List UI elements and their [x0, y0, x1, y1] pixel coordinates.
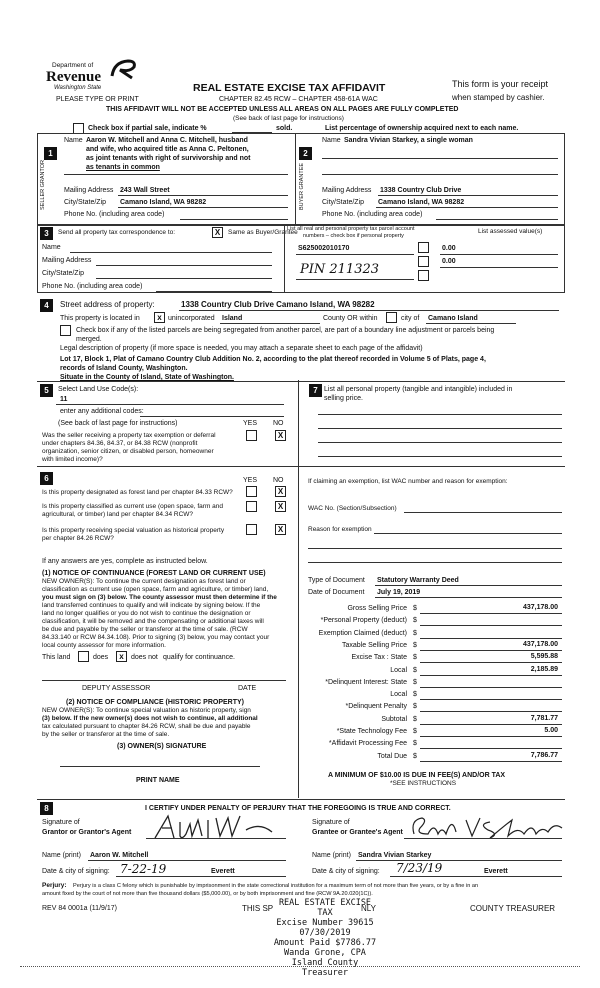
this-space-label: THIS SP — [242, 904, 274, 913]
tax-row-currency: $ — [413, 617, 417, 624]
city-name-rule — [426, 323, 516, 324]
parcel-number-1: S625002010170 — [298, 245, 350, 252]
corr-city-label: City/State/Zip — [42, 270, 85, 277]
exemption-question-4: with limited income)? — [42, 456, 103, 463]
grantee-date-label: Date & city of signing: — [312, 868, 380, 875]
tax-row-currency: $ — [413, 667, 417, 674]
tax-row-currency: $ — [413, 691, 417, 698]
tax-row-label: *Delinquent Interest: State — [325, 679, 407, 686]
qualify-label: qualify for continuance. — [163, 654, 235, 661]
continuance-line-6: classification, it will be removed and the compensating or additional taxes will — [42, 618, 264, 625]
seller-name-line-1: Aaron W. Mitchell and Anna C. Mitchell, husband — [86, 137, 248, 144]
wac-label: WAC No. (Section/Subsection) — [308, 505, 397, 512]
tax-row-rule — [420, 687, 562, 688]
exemption-claim-label: If claiming an exemption, list WAC number and reason for exemption: — [308, 478, 508, 485]
stamp-line-1: REAL ESTATE EXCISE TAX — [278, 898, 372, 918]
additional-codes-rule — [140, 416, 284, 417]
corr-mailing-label: Mailing Address — [42, 257, 92, 264]
logo-name: Revenue — [46, 69, 101, 85]
doc-type-rule — [375, 585, 562, 586]
grantee-name-rule — [356, 860, 562, 861]
corr-name-label: Name — [42, 244, 61, 251]
tax-row-rule — [420, 613, 562, 614]
chapter-ref: CHAPTER 82.45 RCW – CHAPTER 458-61A WAC — [219, 96, 378, 103]
county-treasurer-label: COUNTY TREASURER — [470, 904, 556, 913]
historic-question-1: Is this property receiving special valuation as historical property — [42, 527, 225, 534]
tax-row-currency: $ — [413, 679, 417, 686]
buyer-phone-rule — [436, 219, 558, 220]
section-5-badge: 5 — [40, 384, 53, 397]
tax-row-label: *State Technology Fee — [336, 728, 407, 735]
seller-name-line-3: as joint tenants with right of survivorship and not — [86, 155, 251, 162]
reason-rule-2 — [308, 548, 562, 549]
continuance-line-9: local county assessor for more information. — [42, 642, 166, 649]
seller-mailing-value: 243 Wall Street — [120, 187, 170, 194]
section-2-badge: 2 — [299, 147, 312, 160]
section-6-badge: 6 — [40, 472, 53, 485]
buyer-tag: BUYER GRANTEE — [299, 162, 305, 210]
assessed-rule-2 — [440, 267, 558, 268]
land-use-rule — [56, 404, 284, 405]
exemption-no-checkbox[interactable]: X — [275, 430, 286, 441]
legal-line-2: records of Island County, Washington. — [60, 365, 188, 372]
sec6-no-header: NO — [273, 477, 284, 484]
this-land-label: This land — [42, 654, 71, 661]
buyer-mailing-value: 1338 Country Club Drive — [380, 187, 462, 194]
sec8-top-rule — [37, 799, 565, 800]
deputy-rule — [42, 680, 242, 681]
legal-label: Legal description of property (if more space is needed, you may attach a separate sheet to each page of the affidavit) — [60, 345, 423, 352]
buyer-city-value: Camano Island, WA 98282 — [378, 199, 465, 206]
grantee-date-value: 7/23/19 — [396, 861, 443, 875]
parcel-number-2-handwritten: PIN 211323 — [300, 262, 380, 277]
forest-yes-checkbox[interactable] — [246, 486, 257, 497]
section-7-badge: 7 — [309, 384, 322, 397]
exemption-yes-checkbox[interactable] — [246, 430, 257, 441]
tax-row-currency: $ — [413, 605, 417, 612]
corr-phone-label: Phone No. (including area code) — [42, 283, 143, 290]
receipt-line1: This form is your receipt — [452, 79, 549, 89]
tax-row-currency: $ — [413, 630, 417, 637]
perjury-line-1: Perjury is a class C felony which is punishable by imprisonment in the state correctional institution for a maximum term of not more than five years, or by a fine in an — [73, 883, 479, 889]
grantee-city-value: Everett — [484, 868, 508, 875]
street-label: Street address of property: — [60, 300, 155, 309]
historic-question-2: per chapter 84.26 RCW? — [42, 535, 114, 542]
buyer-name-rule-1 — [322, 158, 558, 159]
tax-row-label: Gross Selling Price — [347, 605, 407, 612]
tax-row-value: 2,185.89 — [530, 666, 558, 673]
city-name-value: Camano Island — [428, 315, 478, 322]
sec5-bottom-rule — [37, 466, 565, 467]
grantor-date-rule — [116, 876, 286, 877]
tax-row-rule — [420, 711, 562, 712]
historic-no-checkbox[interactable]: X — [275, 524, 286, 535]
tax-row-label: Local — [390, 691, 407, 698]
stamp-line-4: Amount Paid $7786.77 — [273, 938, 377, 948]
tax-row-value: 7,786.77 — [530, 752, 558, 759]
tax-row-rule — [420, 625, 562, 626]
personal-property-line-2: selling price. — [324, 395, 363, 402]
grantee-sig-rule — [404, 838, 562, 839]
assessed-header: List assessed value(s) — [478, 228, 543, 235]
land-use-see-back: (See back of last page for instructions) — [58, 420, 178, 427]
grantor-sig-rule — [146, 838, 286, 839]
parcel-2-personal-checkbox[interactable] — [418, 256, 429, 267]
if-yes-instruction: If any answers are yes, complete as instructed below. — [42, 558, 208, 565]
exemption-question-1: Was the seller receiving a property tax exemption or deferral — [42, 432, 216, 439]
tax-row-label: Excise Tax : State — [351, 654, 407, 661]
stamp-line-2: Excise Number 39615 — [276, 918, 374, 928]
city-of-label: city of — [401, 315, 420, 322]
tax-row-currency: $ — [413, 716, 417, 723]
partial-sale-label: Check box if partial sale, indicate % — [88, 125, 207, 132]
seller-mailing-label: Mailing Address — [64, 187, 114, 194]
seller-name-label: Name — [64, 137, 83, 144]
seller-city-value: Camano Island, WA 98282 — [120, 199, 207, 206]
within-city-checkbox[interactable] — [386, 312, 397, 323]
buyer-name-rule-2 — [322, 174, 558, 175]
compliance-title: (2) NOTICE OF COMPLIANCE (HISTORIC PROPERTY) — [66, 699, 244, 706]
does-label: does — [93, 654, 109, 661]
deputy-date-label: DATE — [238, 685, 257, 692]
perjury-label: Perjury: — [42, 882, 67, 889]
sec6-yes-header: YES — [243, 477, 258, 484]
street-rule — [179, 310, 559, 311]
parcel-rule-1 — [296, 254, 414, 255]
grantee-date-rule — [390, 876, 562, 877]
receipt-line2: when stamped by cashier. — [452, 93, 545, 102]
grantee-name-print: Sandra Vivian Starkey — [358, 852, 432, 859]
reason-label: Reason for exemption — [308, 526, 372, 533]
sec5-no-header: NO — [273, 420, 284, 427]
does-not-label: does not — [131, 654, 158, 661]
print-name-label: PRINT NAME — [136, 777, 180, 784]
current-use-question-1: Is this property classified as current use (open space, farm and — [42, 503, 224, 510]
assessed-rule-1 — [440, 254, 558, 255]
compliance-line-2: (3) below. If the new owner(s) does not wish to continue, all additional — [42, 715, 258, 722]
list-percentage: List percentage of ownership acquired next to each name. — [325, 125, 519, 132]
grantee-sig-label-2: Grantee or Grantee's Agent — [312, 829, 403, 836]
unincorporated-checkbox[interactable]: x — [154, 312, 165, 323]
unincorporated-label: unincorporated — [168, 315, 215, 322]
continuance-line-3: you must sign on (3) below. The county assessor must then determine if the — [42, 594, 277, 601]
continuance-line-2: classification as current use (open space, farm and agriculture, or timber) land, — [42, 586, 269, 593]
seller-name-line-4: as tenants in common — [86, 164, 160, 171]
grantor-name-rule — [88, 860, 286, 861]
land-use-value: 11 — [60, 396, 68, 403]
seller-phone-rule — [180, 219, 288, 220]
segregated-checkbox[interactable] — [60, 325, 71, 336]
segregated-text-2: merged. — [76, 336, 102, 343]
tax-row-rule — [420, 650, 562, 651]
tax-row-label: Local — [390, 667, 407, 674]
additional-codes-label: enter any additional codes: — [60, 408, 144, 415]
personal-rule-4 — [318, 456, 562, 457]
revenue-logo-icon — [108, 58, 138, 80]
reason-rule-1 — [374, 533, 562, 534]
sec5-yes-header: YES — [243, 420, 258, 427]
stamp-line-3: 07/30/2019 — [299, 928, 351, 938]
seller-name-rule — [64, 174, 288, 175]
owner-signature-rule — [60, 766, 260, 767]
tax-row-label: Exemption Claimed (deduct) — [318, 630, 407, 637]
buyer-mailing-rule — [378, 195, 558, 196]
tax-row-label: Total Due — [377, 753, 407, 760]
minimum-fee-notice: A MINIMUM OF $10.00 IS DUE IN FEE(S) AND/OR TAX — [328, 772, 506, 779]
tax-row-currency: $ — [413, 740, 417, 747]
tax-row-value: 437,178.00 — [522, 641, 558, 648]
personal-rule-1 — [318, 414, 562, 415]
tax-row-rule — [420, 638, 562, 639]
doc-type-value: Statutory Warranty Deed — [377, 577, 459, 584]
sold-label: sold. — [276, 125, 293, 132]
county-rule — [220, 323, 320, 324]
doc-date-value: July 19, 2019 — [377, 589, 421, 596]
parties-divider — [295, 133, 296, 225]
sec4-bottom-rule — [37, 381, 565, 382]
compliance-line-4: by the seller or transferor at the time of sale. — [42, 731, 170, 738]
historic-yes-checkbox[interactable] — [246, 524, 257, 535]
warning-text: THIS AFFIDAVIT WILL NOT BE ACCEPTED UNLESS ALL AREAS ON ALL PAGES ARE FULLY COMPLETED — [106, 106, 459, 113]
buyer-city-label: City/State/Zip — [322, 199, 365, 206]
tax-row-rule — [420, 675, 562, 676]
grantor-sig-label-1: Signature of — [42, 819, 80, 826]
same-as-buyer-label: Same as Buyer/Grantee — [228, 229, 298, 236]
continuance-line-1: NEW OWNER(S): To continue the current designation as forest land or — [42, 578, 246, 585]
tax-row-label: Taxable Selling Price — [342, 642, 407, 649]
parcel-rule-2 — [296, 279, 414, 280]
center-divider — [298, 380, 299, 798]
buyer-mailing-label: Mailing Address — [322, 187, 372, 194]
tax-row-currency: $ — [413, 728, 417, 735]
seller-city-label: City/State/Zip — [64, 199, 107, 206]
legal-line-1: Lot 17, Block 1, Plat of Camano Country Club Addition No. 2, according to the plat thereof recorded in Volume 5 of Plats, page 4, — [60, 356, 486, 363]
revenue-logo — [46, 60, 126, 96]
doc-date-rule — [375, 597, 562, 598]
tax-row-label: *Personal Property (deduct) — [320, 617, 407, 624]
buyer-name-label: Name — [322, 137, 341, 144]
tax-row-value: 5,595.88 — [530, 653, 558, 660]
located-in-label: This property is located in — [60, 315, 140, 322]
tax-row-currency: $ — [413, 703, 417, 710]
personal-rule-2 — [318, 428, 562, 429]
exemption-question-3: organization, senior citizen, or disabled person, homeowner — [42, 448, 214, 455]
tax-row-rule — [420, 699, 562, 700]
tax-row-label: Subtotal — [381, 716, 407, 723]
tax-row-rule — [420, 662, 562, 663]
section-3-divider — [284, 225, 285, 293]
tax-row-currency: $ — [413, 654, 417, 661]
buyer-phone-label: Phone No. (including area code) — [322, 211, 423, 218]
corr-city-rule — [96, 278, 272, 279]
form-revision: REV 84 0001a (11/9/17) — [42, 905, 117, 912]
tax-row-currency: $ — [413, 642, 417, 649]
assessed-value-2: 0.00 — [442, 258, 456, 265]
continuance-line-5: land no longer qualifies or you do not wish to continue the designation or — [42, 610, 251, 617]
personal-rule-3 — [318, 442, 562, 443]
form-title: REAL ESTATE EXCISE TAX AFFIDAVIT — [193, 82, 386, 94]
owner-signature-label: (3) OWNER(S) SIGNATURE — [117, 743, 207, 750]
grantor-sig-label-2: Grantor or Grantor's Agent — [42, 829, 132, 836]
forest-no-checkbox[interactable]: X — [275, 486, 286, 497]
tax-row-label: *Delinquent Penalty — [345, 703, 407, 710]
only-label: NLY — [361, 904, 376, 913]
tax-row-value: 437,178.00 — [522, 604, 558, 611]
current-use-no-checkbox[interactable]: X — [275, 501, 286, 512]
continuance-line-8: 84.33.140 or RCW 84.34.108). Prior to signing (3) below, you may contact your — [42, 634, 270, 641]
exemption-question-2: under chapters 84.36, 84.37, or 84.38 RCW (nonprofit — [42, 440, 198, 447]
grantor-city-value: Everett — [211, 868, 235, 875]
tax-row-rule — [420, 736, 562, 737]
forest-land-question: Is this property designated as forest land per chapter 84.33 RCW? — [42, 489, 233, 496]
continuance-title: (1) NOTICE OF CONTINUANCE (FOREST LAND OR CURRENT USE) — [42, 570, 266, 577]
tax-row-label: *Affidavit Processing Fee — [328, 740, 407, 747]
does-not-checkbox[interactable]: x — [116, 651, 127, 662]
seller-name-line-2: and wife, who acquired title as Anna C. Peltonen, — [86, 146, 249, 153]
parcel-header-1: List all real and personal property tax parcel account — [287, 226, 415, 232]
bottom-dotted-edge — [20, 966, 580, 967]
compliance-line-3: tax calculated pursuant to chapter 84.26 RCW, shall be due and payable — [42, 723, 251, 730]
personal-property-line-1: List all personal property (tangible and intangible) included in — [324, 386, 513, 393]
parcel-header-2: numbers – check box if personal property — [303, 233, 404, 239]
doc-type-label: Type of Document — [308, 577, 365, 584]
current-use-question-2: agricultural, or timber) land per chapter 84.34 RCW? — [42, 511, 194, 518]
section-1-badge: 1 — [44, 147, 57, 160]
tax-row-currency: $ — [413, 753, 417, 760]
tax-row-value: 5.00 — [544, 727, 558, 734]
corr-mailing-rule — [96, 265, 272, 266]
send-correspondence-label: Send all property tax correspondence to: — [58, 229, 176, 236]
seller-tag: SELLER GRANTOR — [40, 159, 46, 210]
date-rule — [216, 680, 286, 681]
grantor-date-value: 7-22-19 — [120, 862, 167, 876]
assessed-value-1: 0.00 — [442, 245, 456, 252]
perjury-line-2: amount fixed by the court of not more than five thousand dollars ($5,000.00), or by both imprisonment and fine (RCW 9A.20.020(1C)). — [42, 891, 373, 897]
parcel-3-personal-checkbox[interactable] — [418, 270, 429, 281]
continuance-line-7: be due and payable by the seller or transferor at the time of sale. (RCW — [42, 626, 248, 633]
logo-state: Washington State — [54, 85, 102, 91]
corr-phone-rule — [156, 291, 272, 292]
wac-rule — [404, 512, 562, 513]
same-as-buyer-checkbox[interactable]: X — [212, 227, 223, 238]
tax-row-rule — [420, 748, 562, 749]
doc-date-label: Date of Document — [308, 589, 365, 596]
section-8-badge: 8 — [40, 802, 53, 815]
county-or-label: County OR within — [323, 315, 378, 322]
see-instructions: *SEE INSTRUCTIONS — [390, 780, 457, 787]
legal-line-3: Situate in the County of Island, State of Washington. — [60, 374, 234, 381]
certify-statement: I CERTIFY UNDER PENALTY OF PERJURY THAT THE FOREGOING IS TRUE AND CORRECT. — [145, 805, 451, 812]
grantor-name-print-label: Name (print) — [42, 852, 81, 859]
stamp-line-5: Wanda Grone, CPA — [284, 948, 366, 958]
street-value: 1338 Country Club Drive Camano Island, WA 98282 — [181, 300, 375, 309]
parcel-1-personal-checkbox[interactable] — [418, 242, 429, 253]
section-4-badge: 4 — [40, 299, 53, 312]
grantor-date-label: Date & city of signing: — [42, 868, 110, 875]
corr-name-rule — [70, 252, 272, 253]
section-3-badge: 3 — [40, 227, 53, 240]
please-type: PLEASE TYPE OR PRINT — [56, 96, 139, 103]
seller-city-rule — [118, 207, 288, 208]
tax-row-value: 7,781.77 — [530, 715, 558, 722]
buyer-city-rule — [376, 207, 558, 208]
tax-row-rule — [420, 724, 562, 725]
grantor-name-print: Aaron W. Mitchell — [90, 852, 149, 859]
buyer-name-value: Sandra Vivian Starkey, a single woman — [344, 137, 473, 144]
seller-phone-label: Phone No. (including area code) — [64, 211, 165, 218]
logo-dept: Department of — [52, 62, 94, 69]
seller-mailing-rule — [118, 195, 288, 196]
compliance-line-1: NEW OWNER(S): To continue special valuation as historic property, sign — [42, 707, 251, 714]
current-use-yes-checkbox[interactable] — [246, 501, 257, 512]
county-value: Island — [222, 315, 243, 322]
land-use-label: Select Land Use Code(s): — [58, 386, 139, 393]
deputy-assessor-label: DEPUTY ASSESSOR — [82, 685, 151, 692]
see-back: (See back of last page for instructions) — [233, 115, 344, 122]
grantee-name-print-label: Name (print) — [312, 852, 351, 859]
segregated-text-1: Check box if any of the listed parcels are being segregated from another parcel, are part of a boundary line adjustment or parcels being — [76, 327, 495, 334]
grantee-sig-label-1: Signature of — [312, 819, 350, 826]
reason-rule-3 — [308, 562, 562, 563]
stamp-line-6: Island County Treasurer — [291, 958, 359, 978]
does-checkbox[interactable] — [78, 651, 89, 662]
continuance-line-4: land transferred continues to qualify and will indicate by signing below. If the — [42, 602, 261, 609]
tax-row-rule — [420, 761, 562, 762]
